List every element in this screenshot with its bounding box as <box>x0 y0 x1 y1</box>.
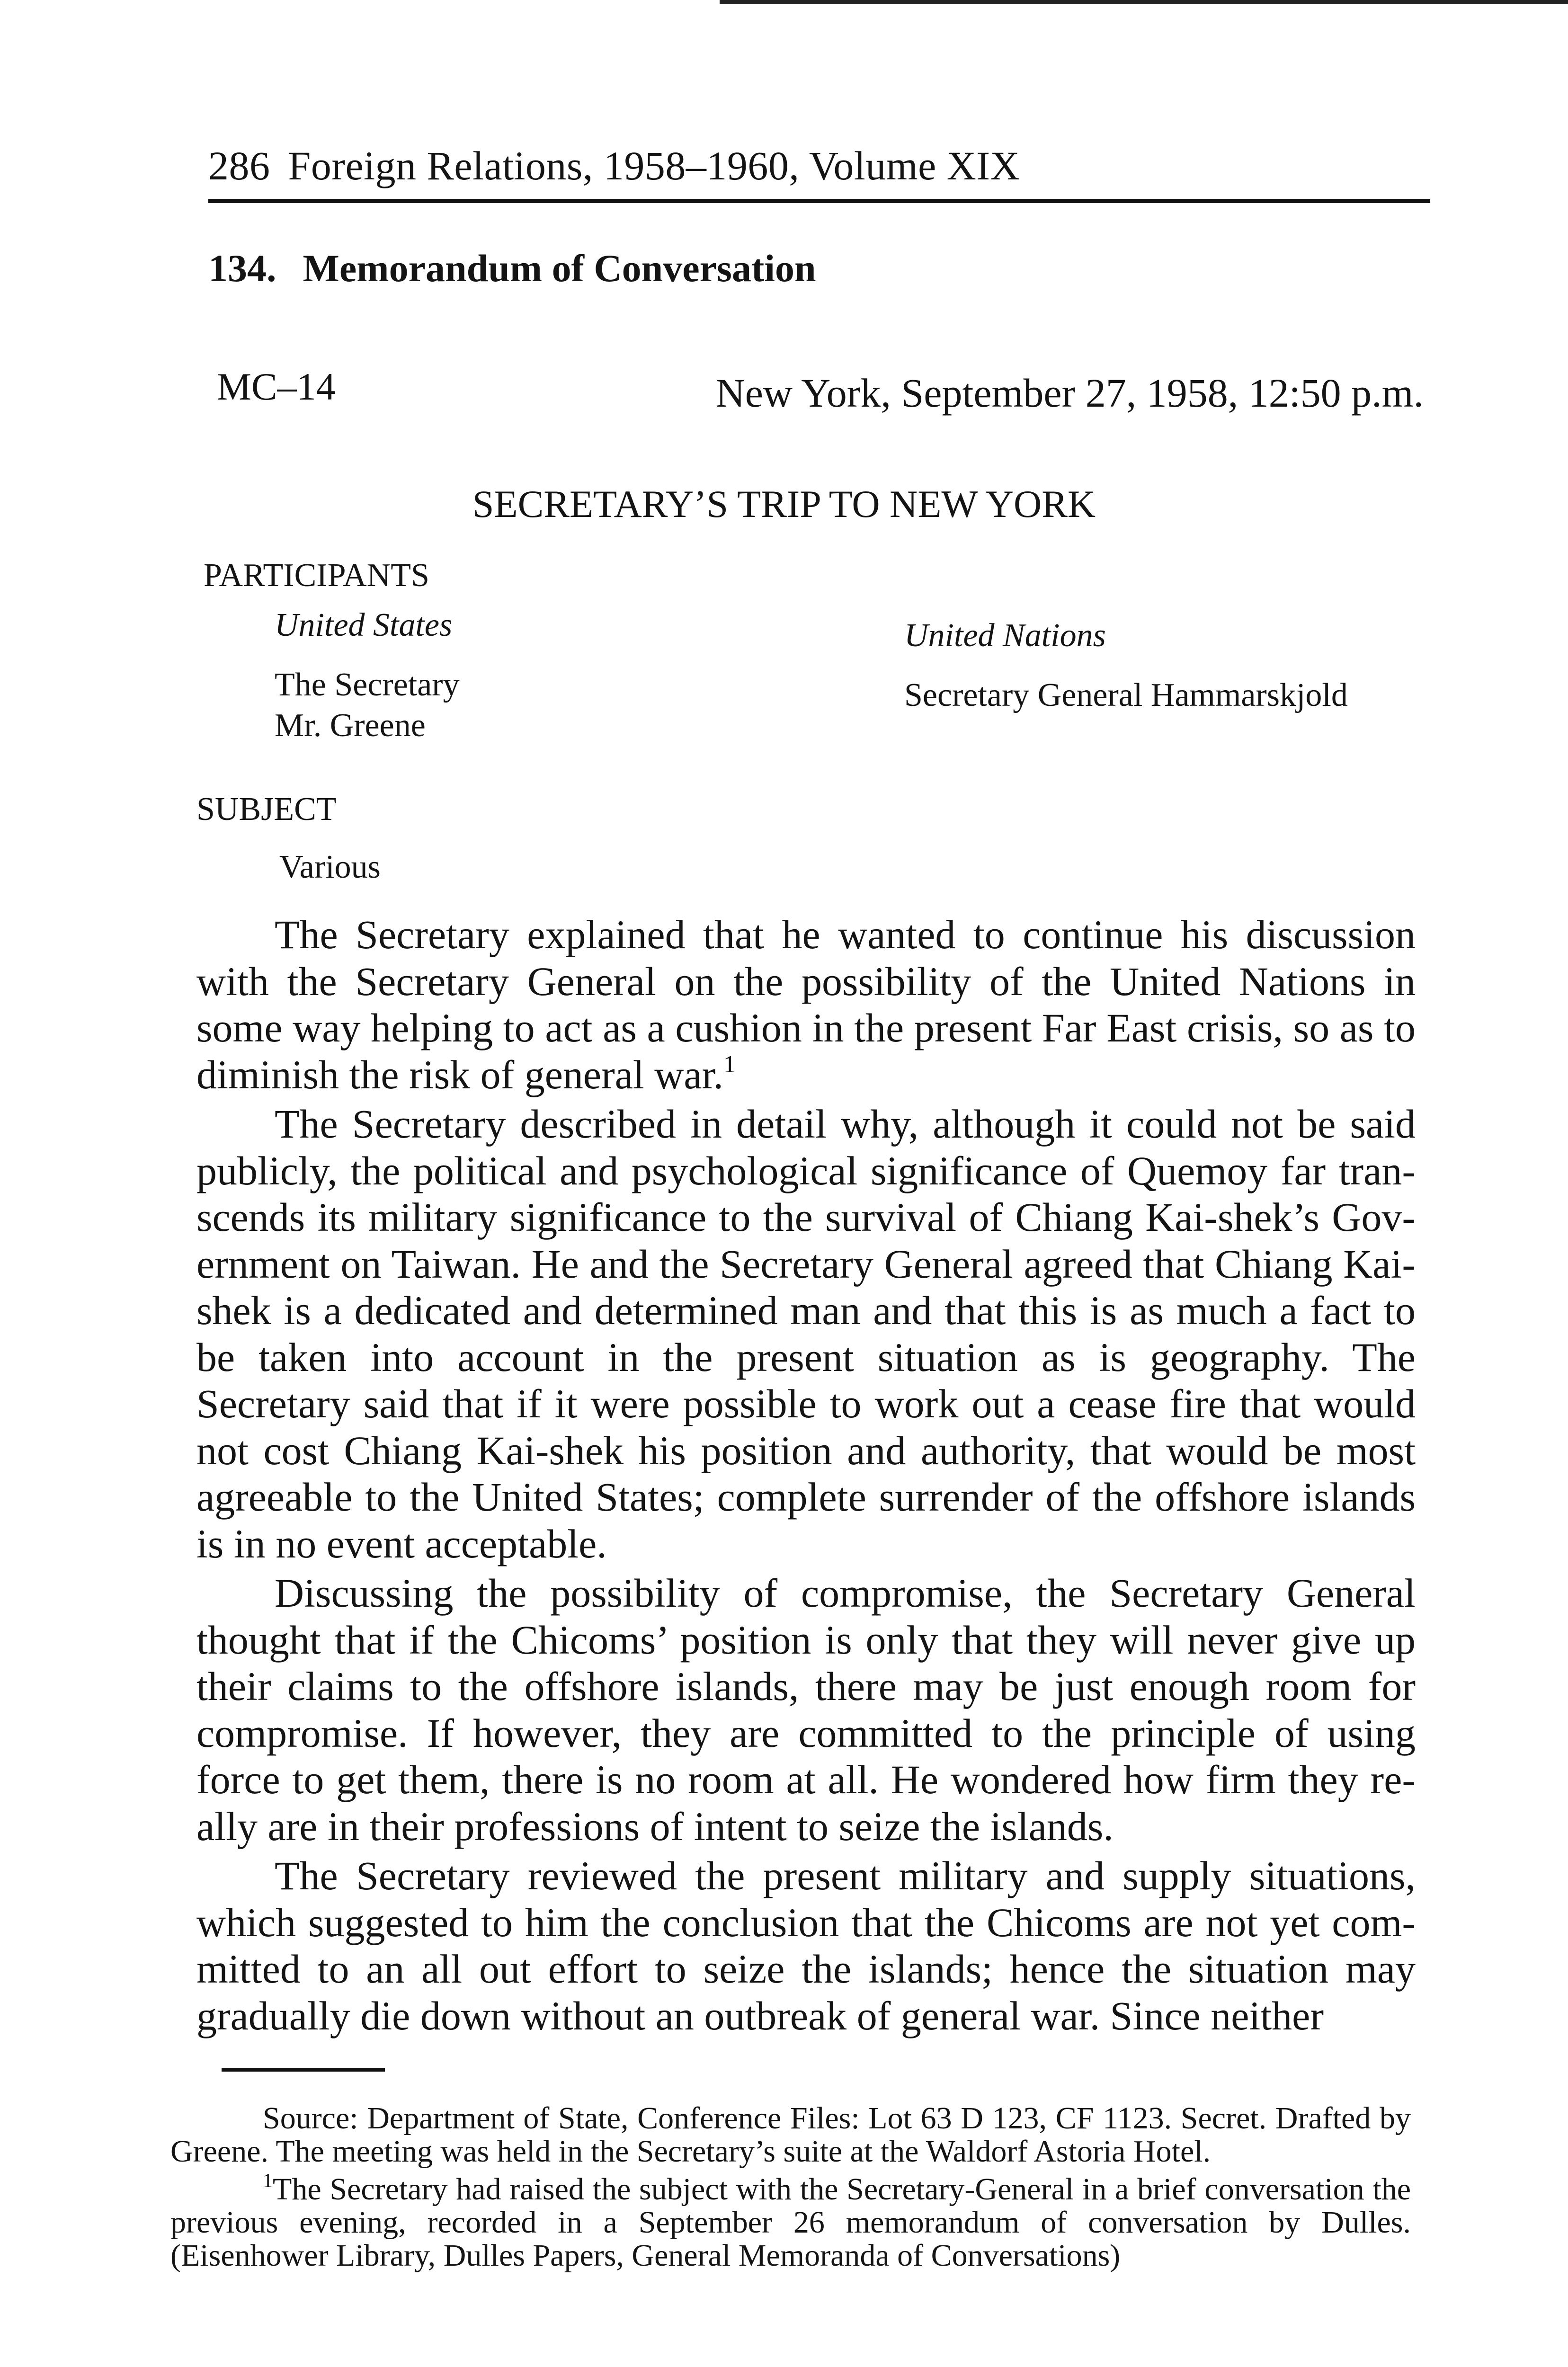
footnotes <box>170 2102 1411 2277</box>
page-number: 286 <box>208 143 270 188</box>
paragraph: Discussing the possibility of compromise, the Secretary General thought that if the Chicoms’ position is only that they will never give up their claims to the offshore islands, there may be just enough room for compromise. If however, they are committed to the principle of using force to get them, there is no room at all. He wondered how firm they really are in their professions of intent to seize the islands. <box>196 1570 1416 1849</box>
body-text <box>196 911 1416 2042</box>
running-header <box>208 142 1020 189</box>
participant: The Secretary <box>275 667 460 703</box>
footnote-marker: 1 <box>263 2170 273 2192</box>
document-title <box>208 246 816 291</box>
volume-title: Foreign Relations, 1958–1960, Volume XIX <box>288 143 1020 188</box>
participants-un <box>904 615 1348 716</box>
us-heading: United States <box>275 607 453 643</box>
participants-label: PARTICIPANTS <box>204 557 429 594</box>
document-id: MC–14 <box>217 365 336 408</box>
paragraph: The Secretary reviewed the present military and supply situations, which suggested to him the conclusion that the Chicoms are not yet committed to an all out effort to seize the islands; hence the situation may gradually die down without an outbreak of general war. Since neither <box>196 1853 1416 2038</box>
paragraph: The Secretary described in detail why, although it could not be said publicly, the political and psychological significance of Quemoy far transcends its military significance to the survival of Chiang Kai-shek’s Government on Taiwan. He and the Secretary General agreed that Chiang Kai-shek is a dedicated and determined man and that this is as much a fact to be taken into account in the present situation as is geography. The Secretary said that if it were possible to work out a cease fire that would not cost Chiang Kai-shek his position and authority, that would be most agreeable to the United States; complete surrender of the offshore islands is in no event acceptable. <box>196 1101 1416 1566</box>
document-number: 134. <box>208 247 276 290</box>
source-note: Source: Department of State, Conference Files: Lot 63 D 123, CF 1123. Secret. Drafted by Greene. The meeting was held in the Secretary’s suite at the Waldorf Astoria Hotel. <box>170 2101 1411 2169</box>
dateline: New York, September 27, 1958, 12:50 p.m. <box>715 370 1424 416</box>
document-title-text: Memorandum of Conversation <box>303 247 816 290</box>
footnote-text: The Secretary had raised the subject with the Secretary-General in a brief conversation the previous evening, recorded in a September 26 memorandum of conversation by Dulles. (Eisenhower Library, Dulles Papers, General Memoranda of Conversations) <box>170 2172 1411 2273</box>
footnote-ref: 1 <box>723 1050 736 1078</box>
footnote-rule <box>222 2068 385 2072</box>
top-edge-rule <box>720 0 1568 4</box>
header-rule <box>208 199 1430 203</box>
footnote-1 <box>170 2170 1411 2273</box>
un-heading: United Nations <box>904 617 1106 654</box>
participant: Secretary General Hammarskjold <box>904 677 1348 713</box>
participant: Mr. Greene <box>275 707 426 744</box>
document-caption: SECRETARY’S TRIP TO NEW YORK <box>472 482 1096 525</box>
paragraph-text: The Secretary explained that he wanted to continue his discussion with the Secretary General on the possibility of the United Nations in some way helping to act as a cushion in the present Far East crisis, so as to diminish the risk of general war. <box>196 912 1416 1097</box>
subject-value: Various <box>279 849 381 885</box>
participants-us <box>275 605 460 746</box>
subject-label: SUBJECT <box>196 791 337 828</box>
paragraph <box>196 911 1416 1098</box>
